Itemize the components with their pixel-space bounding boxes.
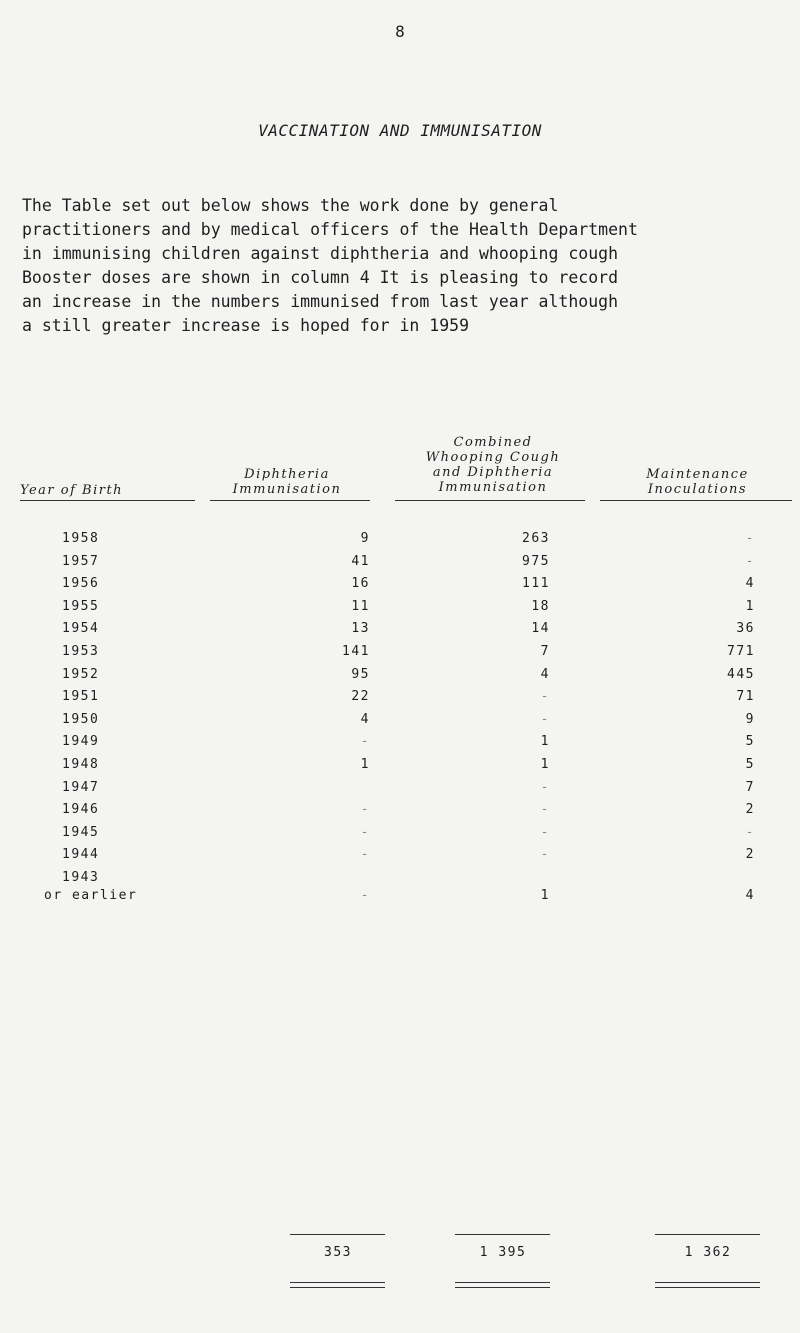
year-cell: 1952 <box>62 666 100 682</box>
table-row <box>0 531 800 553</box>
total-rule-combined <box>455 1234 550 1235</box>
year-cell: or earlier <box>44 888 138 903</box>
maintenance-cell: 4 <box>745 888 755 903</box>
year-cell: 1945 <box>62 824 100 840</box>
header-line: Diphtheria <box>244 467 330 482</box>
double-rule-combined <box>455 1282 550 1288</box>
header-line: and Diphtheria <box>432 465 554 480</box>
combined-cell: - <box>540 779 550 795</box>
year-cell: 1951 <box>62 689 100 705</box>
diphtheria-cell: - <box>360 802 370 818</box>
total-rule-diphtheria <box>290 1234 385 1235</box>
header-underline-maintenance <box>600 500 792 501</box>
diphtheria-cell: 9 <box>360 531 370 546</box>
header-line: Combined <box>453 435 533 450</box>
diphtheria-cell: 22 <box>351 689 370 705</box>
combined-cell: - <box>540 824 550 840</box>
diphtheria-cell: 141 <box>342 644 370 659</box>
combined-cell: 1 <box>540 888 550 903</box>
diphtheria-cell: - <box>360 888 370 903</box>
table-row <box>0 554 800 576</box>
combined-cell: 1 <box>540 734 550 750</box>
header-line: Maintenance <box>646 467 749 482</box>
paragraph-line: an increase in the numbers immunised from last year although <box>22 292 619 311</box>
maintenance-cell: 9 <box>745 711 755 727</box>
year-cell: 1944 <box>62 847 100 863</box>
table-row <box>0 888 800 910</box>
header-line: Inoculations <box>647 482 748 497</box>
header-underline-combined <box>395 500 585 501</box>
header-underline-year <box>20 500 195 501</box>
intro-paragraph <box>22 194 792 338</box>
paragraph-line: The Table set out below shows the work done by general <box>22 196 559 215</box>
year-cell: 1950 <box>62 711 100 727</box>
maintenance-cell: 5 <box>745 757 755 772</box>
header-line: Immunisation <box>232 482 342 497</box>
table-row <box>0 712 800 734</box>
table-row <box>0 847 800 869</box>
year-cell: 1956 <box>62 576 100 592</box>
total-combined: 1 395 <box>479 1245 527 1260</box>
combined-cell: 18 <box>531 598 550 614</box>
diphtheria-cell: 41 <box>351 553 370 569</box>
year-cell: 1957 <box>62 553 100 569</box>
combined-cell: - <box>540 689 550 705</box>
combined-cell: 1 <box>540 757 550 772</box>
table-header-combined <box>393 435 593 495</box>
page-heading: VACCINATION AND IMMUNISATION <box>258 121 542 140</box>
year-cell: 1953 <box>62 644 100 659</box>
diphtheria-cell: - <box>360 734 370 750</box>
diphtheria-cell: - <box>360 847 370 863</box>
table-header-maintenance <box>605 467 790 497</box>
table-row <box>0 734 800 756</box>
maintenance-cell: 71 <box>736 689 755 705</box>
table-row <box>0 621 800 643</box>
diphtheria-cell: 13 <box>351 621 370 637</box>
total-diphtheria: 353 <box>324 1245 352 1260</box>
paragraph-line: a still greater increase is hoped for in 1959 <box>22 316 470 335</box>
total-rule-maintenance <box>655 1234 760 1235</box>
year-cell: 1958 <box>62 531 100 546</box>
year-cell: 1955 <box>62 598 100 614</box>
diphtheria-cell: 16 <box>351 576 370 592</box>
table-header-year <box>20 483 200 498</box>
year-cell: 1949 <box>62 734 100 750</box>
table-row <box>0 757 800 779</box>
year-cell: 1943 <box>62 870 100 885</box>
header-underline-diphtheria <box>210 500 370 501</box>
year-cell: 1947 <box>62 779 100 795</box>
table-header-diphtheria <box>202 467 372 497</box>
table-row <box>0 667 800 689</box>
table-row <box>0 802 800 824</box>
maintenance-cell: 2 <box>745 802 755 818</box>
maintenance-cell: 771 <box>727 644 755 659</box>
table-row <box>0 644 800 666</box>
diphtheria-cell: 11 <box>351 598 370 614</box>
paragraph-line: Booster doses are shown in column 4 It is pleasing to record <box>22 268 619 287</box>
diphtheria-cell: 4 <box>360 711 370 727</box>
combined-cell: 263 <box>522 531 550 546</box>
maintenance-cell: 445 <box>727 666 755 682</box>
maintenance-cell: 2 <box>745 847 755 863</box>
maintenance-cell: - <box>745 824 755 840</box>
total-maintenance: 1 362 <box>684 1245 732 1260</box>
combined-cell: - <box>540 847 550 863</box>
double-rule-maintenance <box>655 1282 760 1288</box>
year-cell: 1948 <box>62 757 100 772</box>
maintenance-cell: - <box>745 553 755 569</box>
combined-cell: - <box>540 711 550 727</box>
year-cell: 1946 <box>62 802 100 818</box>
header-line: Immunisation <box>438 480 548 495</box>
diphtheria-cell: 95 <box>351 666 370 682</box>
table-row <box>0 576 800 598</box>
combined-cell: - <box>540 802 550 818</box>
maintenance-cell: 36 <box>736 621 755 637</box>
combined-cell: 4 <box>540 666 550 682</box>
maintenance-cell: 7 <box>745 779 755 795</box>
maintenance-cell: - <box>745 531 755 546</box>
combined-cell: 111 <box>522 576 550 592</box>
table-row <box>0 599 800 621</box>
header-line: Year of Birth <box>20 483 124 498</box>
maintenance-cell: 5 <box>745 734 755 750</box>
combined-cell: 14 <box>531 621 550 637</box>
double-rule-diphtheria <box>290 1282 385 1288</box>
paragraph-line: practitioners and by medical officers of the Health Department <box>22 220 638 239</box>
table-row <box>0 780 800 802</box>
diphtheria-cell: - <box>360 824 370 840</box>
paragraph-line: in immunising children against diphtheria and whooping cough <box>22 244 619 263</box>
table-row <box>0 825 800 847</box>
diphtheria-cell: 1 <box>360 757 370 772</box>
header-line: Whooping Cough <box>425 450 561 465</box>
combined-cell: 7 <box>540 644 550 659</box>
year-cell: 1954 <box>62 621 100 637</box>
table-row <box>0 689 800 711</box>
maintenance-cell: 1 <box>745 598 755 614</box>
combined-cell: 975 <box>522 553 550 569</box>
page-number: 8 <box>395 22 405 41</box>
maintenance-cell: 4 <box>745 576 755 592</box>
